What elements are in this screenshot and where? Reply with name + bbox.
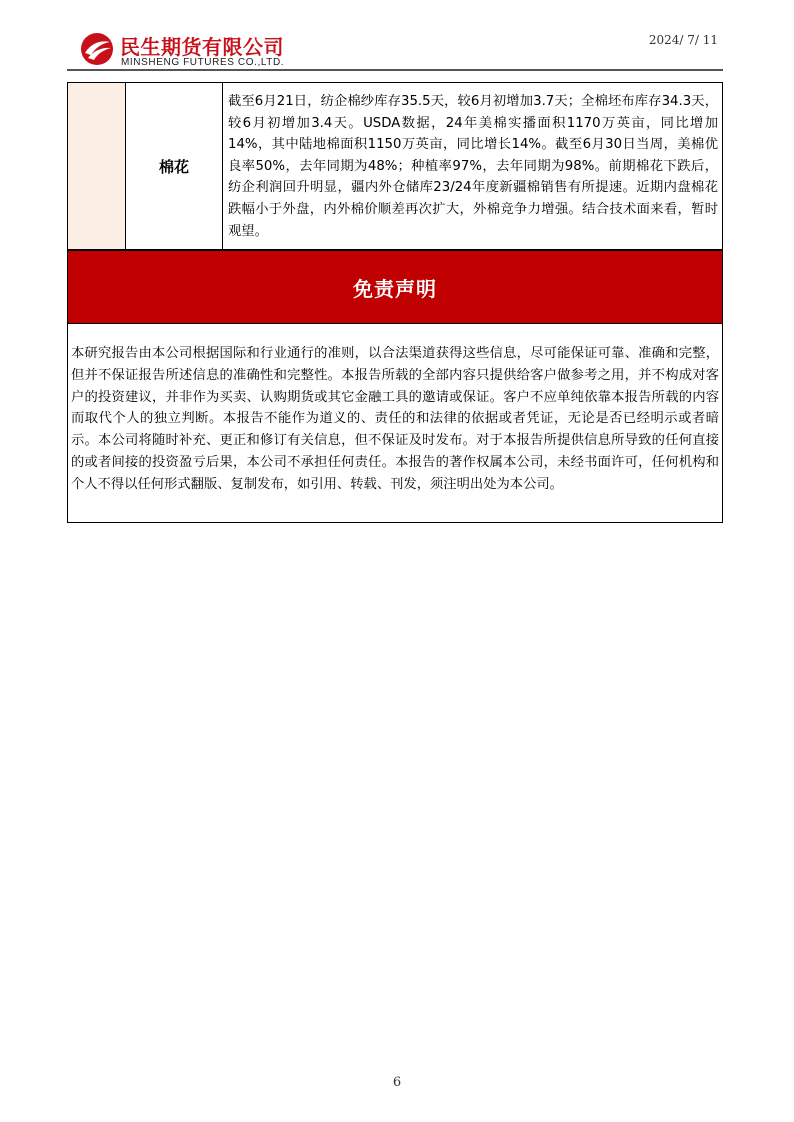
commodity-table xyxy=(67,82,723,250)
header-divider xyxy=(67,69,723,71)
disclaimer-body: 本研究报告由本公司根据国际和行业通行的准则，以合法渠道获得这些信息，尽可能保证可靠、准确和完整，但并不保证报告所述信息的准确性和完整性。本报告所载的全部内容只提供给客户做参考之用，并不构成对客户的投资建议，并非作为买卖、认购期货或其它金融工具的邀请或保证。客户不应单纯依靠本报告所载的内容而取代个人的独立判断。本报告不能作为道义的、责任的和法律的依据或者凭证，无论是否已经明示或者暗示。本公司将随时补充、更正和修订有关信息，但不保证及时发布。对于本报告所提供信息所导致的任何直接的或者间接的投资盈亏后果，本公司不承担任何责任。本报告的著作权属本公司，未经书面许可，任何机构和个人不得以任何形式翻版、复制发布，如引用、转载、刊发，须注明出处为本公司。 xyxy=(71,346,719,492)
commodity-analysis-text: 截至6月21日，纺企棉纱库存35.5天，较6月初增加3.7天；全棉坯布库存34.3天，较6月初增加3.4天。USDA数据，24年美棉实播面积1170万英亩，同比增加14%，其中陆地棉面积1150万英亩，同比增长14%。截至6月30日当周，美棉优良率50%，去年同期为48%；种植率97%，去年同期为98%。前期棉花下跌后，纺企利润回升明显，疆内外仓储库23/24年度新疆棉销售有所提速。近期内盘棉花跌幅小于外盘，内外棉价顺差再次扩大，外棉竞争力增强。结合技术面来看，暂时观望。 xyxy=(228,94,718,239)
disclaimer-title: 免责声明 xyxy=(353,276,437,301)
company-logo xyxy=(79,29,319,73)
table-category-cell xyxy=(68,83,126,249)
company-name-cn: 民生期货有限公司 xyxy=(120,35,284,59)
commodity-label: 棉花 xyxy=(126,83,223,249)
disclaimer-banner xyxy=(67,250,723,324)
disclaimer-box xyxy=(67,324,723,523)
report-date: 2024/ 7/ 11 xyxy=(648,33,718,47)
company-name-en: MINSHENG FUTURES CO.,LTD. xyxy=(121,57,285,68)
page-number: 6 xyxy=(392,1075,402,1090)
minsheng-logo-icon xyxy=(79,31,115,67)
